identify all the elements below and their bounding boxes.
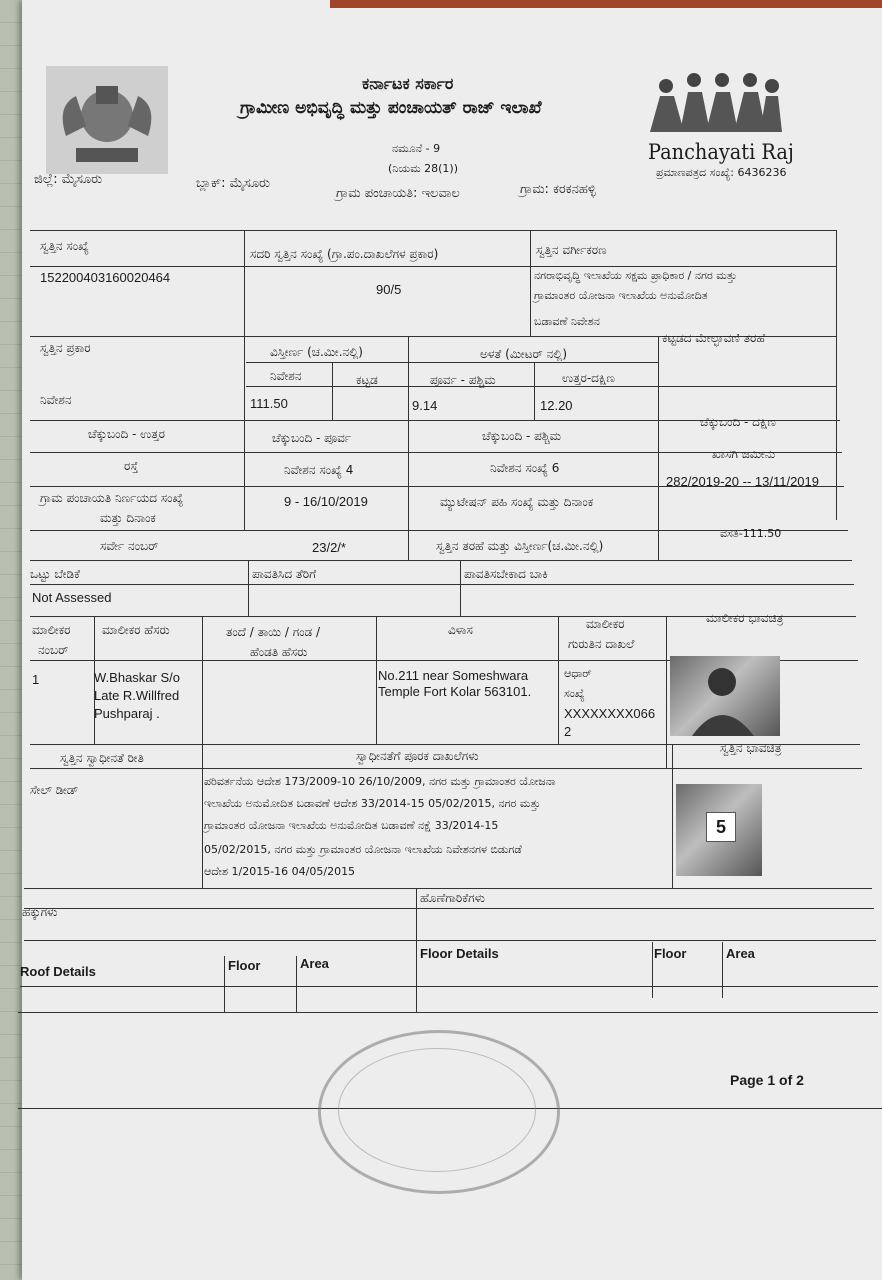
boundary-east-value: ನಿವೇಶನ ಸಂಖ್ಯೆ 4 (284, 463, 354, 477)
page-number: Page 1 of 2 (730, 1072, 804, 1088)
label-survey-number: ಸರ್ವೇ ನಂಬರ್ (100, 539, 159, 553)
label-north-south: ಉತ್ತರ-ದಕ್ಷಿಣ (562, 371, 615, 385)
classification-line-1: ನಗರಾಭಿವೃದ್ಧಿ ಇಲಾಖೆಯ ಸಕ್ಷಮ ಪ್ರಾಧಿಕಾರ / ನಗರ ಮತ್ತು (534, 269, 737, 282)
owner-id-line-4: 2 (564, 724, 572, 739)
label-total-due: ಒಟ್ಟು ಬೇಡಿಕೆ (30, 567, 80, 581)
total-due-value: Not Assessed (32, 590, 112, 605)
form-number: ನಮೂನೆ - 9 (392, 142, 441, 155)
certificate-number: ಪ್ರಮಾಣಪತ್ರದ ಸಂಖ್ಯೆ: 6436236 (656, 166, 787, 179)
label-boundary-north: ಚೆಕ್ಕುಬಂದಿ - ಉತ್ತರ (88, 427, 166, 441)
property-number-value: 152200403160020464 (40, 270, 171, 285)
property-area-value: ವಸತಿ-111.50 (720, 527, 782, 540)
address-line-1: No.211 near Someshwara (378, 668, 529, 683)
label-boundary-south: ಚೆಕ್ಕುಬಂದಿ - ದಕ್ಷಿಣ (700, 415, 776, 429)
label-tax-paid: ಪಾವತಿಸಿದ ತೆರಿಗೆ (252, 567, 317, 581)
karnataka-emblem-icon (46, 66, 168, 174)
owner-name-line-1: W.Bhaskar S/o (94, 670, 180, 685)
block: ಬ್ಲಾಕ್: ಮೈಸೂರು (196, 176, 271, 191)
docs-line-4: 05/02/2015, ನಗರ ಮತ್ತು ಗ್ರಾಮಾಂತರ ಯೋಜನಾ ಇಲಾಖೆಯ ನಿವೇಶನಗಳ ಬಿಡುಗಡೆ (204, 843, 522, 856)
label-owner-id-2: ಗುರುತಿನ ದಾಖಲೆ (568, 637, 635, 651)
site-area-value: 111.50 (250, 396, 288, 411)
classification-line-2: ಗ್ರಾಮಾಂತರ ಯೋಜನಾ ಇಲಾಖೆಯ ಅನುಮೋದಿತ (534, 289, 708, 302)
label-site: ನಿವೇಶನ (270, 369, 302, 383)
label-floor-details: Floor Details (420, 946, 499, 961)
label-floor-floor: Floor (654, 946, 687, 961)
label-property-area: ಸ್ವತ್ತಿನ ತರಹೆ ಮತ್ತು ವಿಸ್ತೀರ್ಣ(ಚ.ಮೀ.ನಲ್ಲಿ) (436, 539, 604, 553)
boundary-west-value: ನಿವೇಶನ ಸಂಖ್ಯೆ 6 (490, 461, 560, 475)
label-owner-photo: ಮಾಲೀಕರ ಭಾವಚಿತ್ರ (706, 611, 784, 625)
label-area: ವಿಸ್ತೀರ್ಣ (ಚ.ಮೀ.ನಲ್ಲಿ) (270, 345, 363, 359)
label-east-west: ಪೂರ್ವ - ಪಶ್ಚಿಮ (430, 373, 496, 387)
owner-photo (670, 656, 780, 736)
label-owner-number-1: ಮಾಲೀಕರ (32, 623, 71, 637)
owner-id-line-2: ಸಂಖ್ಯೆ (564, 687, 585, 700)
label-boundary-west: ಚೆಕ್ಕುಬಂದಿ - ಪಶ್ಚಿಮ (482, 429, 562, 443)
dept-title: ಗ್ರಾಮೀಣ ಅಭಿವೃದ್ಧಿ ಮತ್ತು ಪಂಚಾಯತ್ ರಾಜ್ ಇಲಾಖೆ (240, 98, 542, 118)
docs-line-1: ಪರಿವರ್ತನೆಯ ಆದೇಶ 173/2009-10 26/10/2009, ನಗರ ಮತ್ತು ಗ್ರಾಮಾಂತರ ಯೋಜನಾ (204, 775, 556, 788)
acquisition-value: ಸೇಲ್ ಡೀಡ್ (30, 783, 79, 797)
label-gp-resolution-2: ಮತ್ತು ದಿನಾಂಕ (100, 511, 156, 525)
boundary-south-value: ಖಾಸಗಿ ಜಮೀನು (712, 447, 776, 461)
label-rights: ಹಕ್ಕುಗಳು (22, 905, 58, 919)
label-roof-type: ಕಟ್ಟಡದ ಮೇಲ್ಛಾವಣಿ ತರಹೆ (662, 331, 766, 345)
govt-title: ಕರ್ನಾಟಕ ಸರ್ಕಾರ (362, 74, 454, 93)
label-liabilities: ಹೊಣೆಗಾರಿಕೆಗಳು (420, 891, 485, 905)
label-mutation: ಮ್ಯುಟೇಷನ್ ಪಹಿ ಸಂಖ್ಯೆ ಮತ್ತು ದಿನಾಂಕ (440, 495, 594, 509)
docs-line-2: ಇಲಾಖೆಯ ಅನುಮೋದಿತ ಬಡಾವಣೆ ಆದೇಶ 33/2014-15 05/02/2015, ನಗರ ಮತ್ತು (204, 797, 541, 810)
label-owner-name: ಮಾಲೀಕರ ಹೆಸರು (102, 623, 170, 637)
owner-name-line-3: Pushparaj . (94, 706, 160, 721)
label-floor-area: Area (726, 946, 755, 961)
label-property-photo: ಸ್ವತ್ತಿನ ಭಾವಚಿತ್ರ (720, 741, 782, 755)
label-supporting-docs: ಸ್ವಾಧೀನತೆಗೆ ಪೂರಕ ದಾಖಲೆಗಳು (356, 749, 479, 763)
docs-line-5: ಆದೇಶ 1/2015-16 04/05/2015 (204, 865, 356, 878)
label-balance: ಪಾವತಿಸಬೇಕಾದ ಬಾಕಿ (464, 567, 548, 581)
official-seal-inner-ring (338, 1048, 536, 1172)
label-roof-details: Roof Details (20, 964, 96, 979)
label-owner-number-2: ನಂಬರ್ (38, 643, 69, 657)
owner-id-line-3: XXXXXXXX066 (564, 706, 656, 721)
classification-line-3: ಬಡಾವಣೆ ನಿವೇಶನ (534, 315, 600, 328)
owner-name-line-2: Late R.Willfred (94, 688, 180, 703)
label-property-number-gp: ಸದರಿ ಸ್ವತ್ತಿನ ಸಂಖ್ಯೆ (ಗ್ರಾ.ಪಂ.ದಾಖಲೆಗಳ ಪ್ರಕಾರ) (250, 247, 439, 261)
label-address: ವಿಳಾಸ (448, 623, 473, 637)
label-classification: ಸ್ವತ್ತಿನ ವರ್ಗೀಕರಣ (536, 243, 607, 257)
property-photo-badge: 5 (706, 812, 736, 842)
background-edge (330, 0, 882, 8)
label-property-number: ಸ್ವತ್ತಿನ ಸಂಖ್ಯೆ (40, 239, 89, 253)
panchayati-raj-logo-icon (644, 72, 784, 142)
rule-number: (ನಿಯಮ 28(1)) (388, 162, 459, 175)
label-roof-floor: Floor (228, 958, 261, 973)
property-number-gp-value: 90/5 (376, 282, 402, 297)
label-measurement: ಅಳತೆ (ಮೀಟರ್ ನಲ್ಲಿ) (480, 347, 568, 361)
owner-number-value: 1 (32, 672, 40, 687)
label-acquisition: ಸ್ವತ್ತಿನ ಸ್ವಾಧೀನತೆ ರೀತಿ (60, 751, 144, 765)
docs-line-3: ಗ್ರಾಮಾಂತರ ಯೋಜನಾ ಇಲಾಖೆಯ ಅನುಮೋದಿತ ಬಡಾವಣೆ ನಕ್ಷೆ 33/2014-15 (204, 819, 499, 832)
label-father-name-2: ಹೆಂಡತಿ ಹೆಸರು (250, 645, 308, 659)
north-south-value: 12.20 (540, 398, 573, 413)
owner-id-line-1: ಆಧಾರ್ (564, 667, 592, 680)
property-type-value: ನಿವೇಶನ (40, 393, 72, 407)
gp-resolution-value: 9 - 16/10/2019 (284, 494, 368, 509)
boundary-north-value: ರಸ್ತೆ (124, 459, 139, 473)
address-line-2: Temple Fort Kolar 563101. (378, 684, 532, 699)
label-father-name-1: ತಂದೆ / ತಾಯಿ / ಗಂಡ / (226, 625, 321, 639)
label-building: ಕಟ್ಟಡ (356, 373, 378, 387)
label-boundary-east: ಚೆಕ್ಕುಬಂದಿ - ಪೂರ್ವ (272, 431, 352, 445)
label-roof-area: Area (300, 956, 329, 971)
label-gp-resolution-1: ಗ್ರಾಮ ಪಂಚಾಯತಿ ನಿರ್ಣಯದ ಸಂಖ್ಯೆ (40, 491, 184, 505)
gram-panchayat: ಗ್ರಾಮ ಪಂಚಾಯತಿ: ಇಲವಾಲ (336, 186, 460, 201)
mutation-value: 282/2019-20 -- 13/11/2019 (666, 474, 819, 489)
panchayati-raj-name: Panchayati Raj (648, 140, 794, 164)
east-west-value: 9.14 (412, 398, 438, 413)
label-property-type: ಸ್ವತ್ತಿನ ಪ್ರಕಾರ (40, 341, 91, 355)
village: ಗ್ರಾಮ: ಕರಕನಹಳ್ಳಿ (520, 182, 596, 197)
district: ಜಿಲ್ಲೆ: ಮೈಸೂರು (34, 172, 103, 187)
label-owner-id-1: ಮಾಲೀಕರ (586, 617, 625, 631)
survey-number-value: 23/2/* (312, 540, 346, 555)
